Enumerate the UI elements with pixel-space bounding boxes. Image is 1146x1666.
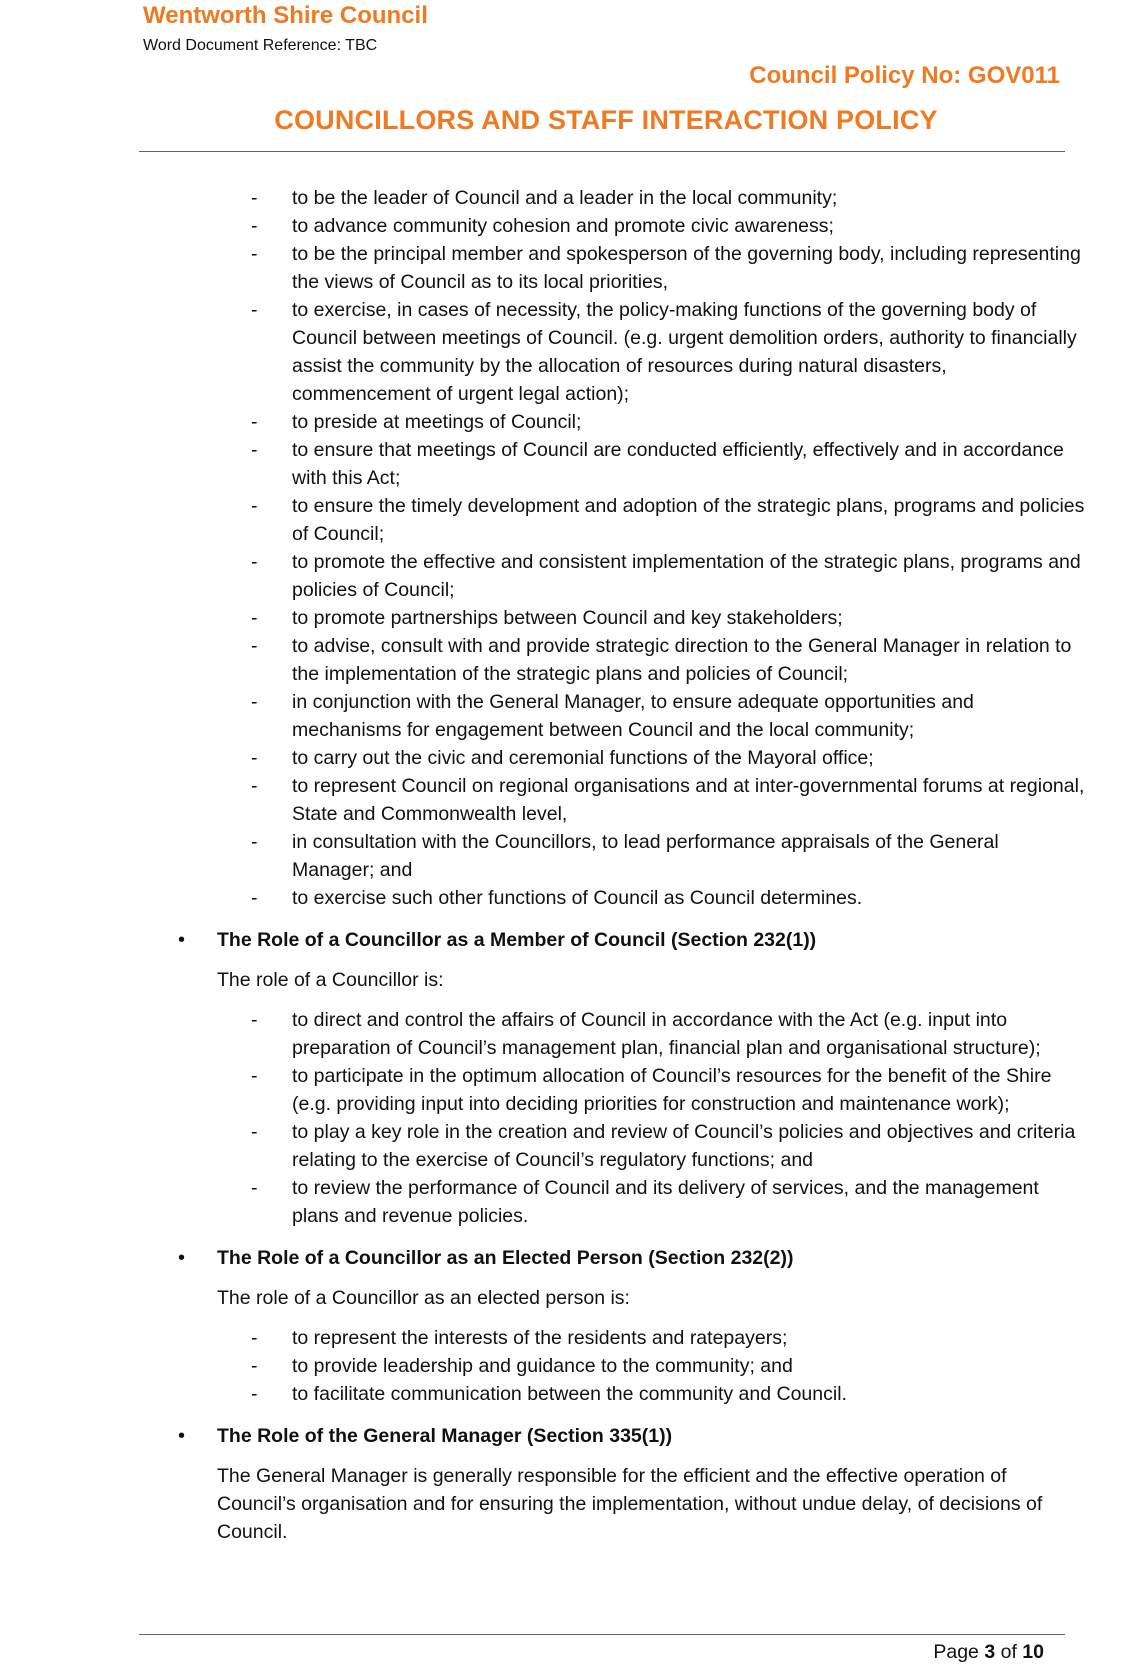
- dash-marker: -: [251, 215, 258, 237]
- page-total: 10: [1022, 1641, 1044, 1663]
- list-item: [0, 548, 1146, 604]
- section-intro: The role of a Councillor is:: [217, 969, 444, 991]
- dash-marker: -: [251, 1177, 258, 1199]
- list-item: [0, 492, 1146, 548]
- list-item-text: to exercise such other functions of Council as Council determines.: [292, 887, 863, 909]
- list-item-text: to ensure the timely development and adoption of the strategic plans, programs and policies of Council;: [292, 495, 1085, 545]
- list-item: [0, 184, 1146, 212]
- policy-number: Council Policy No: GOV011: [749, 62, 1060, 89]
- section-heading: The Role of a Councillor as an Elected Person (Section 232(2)): [217, 1247, 794, 1269]
- page-label: Page: [933, 1641, 979, 1663]
- list-item: [0, 1380, 1146, 1408]
- list-item: [0, 1174, 1146, 1230]
- dash-marker: -: [251, 551, 258, 573]
- list-item: [0, 632, 1146, 688]
- list-item: [0, 1324, 1146, 1352]
- list-item: [0, 828, 1146, 884]
- list-item-text: to advise, consult with and provide strategic direction to the General Manager in relation to the implementation of the strategic plans and policies of Council;: [292, 635, 1072, 685]
- list-item-text: to review the performance of Council and its delivery of services, and the management plans and revenue policies.: [292, 1177, 1039, 1227]
- list-item: [0, 604, 1146, 632]
- section-heading: The Role of the General Manager (Section 335(1)): [217, 1425, 673, 1447]
- dash-marker: -: [251, 691, 258, 713]
- dash-marker: -: [251, 1065, 258, 1087]
- list-item-text: to advance community cohesion and promote civic awareness;: [292, 215, 834, 237]
- councillor-member-roles-list: [0, 1006, 1146, 1230]
- section-general-manager: [0, 1422, 1146, 1546]
- section-paragraph: The General Manager is generally responsible for the efficient and the effective operation of Council’s organisation and for ensuring the implementation, without undue delay, of decisions of Council.: [217, 1465, 1043, 1543]
- page-number: [933, 1638, 1044, 1666]
- list-item: [0, 1006, 1146, 1062]
- dash-marker: -: [251, 887, 258, 909]
- list-item-text: to carry out the civic and ceremonial functions of the Mayoral office;: [292, 747, 874, 769]
- header-divider: [139, 151, 1065, 152]
- dash-marker: -: [251, 607, 258, 629]
- dash-marker: -: [251, 1121, 258, 1143]
- dash-marker: -: [251, 187, 258, 209]
- dash-marker: -: [251, 243, 258, 265]
- list-item-text: to preside at meetings of Council;: [292, 411, 582, 433]
- list-item-text: to participate in the optimum allocation of Council’s resources for the benefit of the Shire (e.g. providing input into deciding priorities for construction and maintenance work);: [292, 1065, 1052, 1115]
- dash-marker: -: [251, 1009, 258, 1031]
- councillor-elected-roles-list: [0, 1324, 1146, 1408]
- list-item: [0, 408, 1146, 436]
- list-item: [0, 1352, 1146, 1380]
- bullet-marker: •: [178, 1425, 186, 1447]
- list-item-text: to ensure that meetings of Council are conducted efficiently, effectively and in accordance with this Act;: [292, 439, 1064, 489]
- list-item-text: to represent Council on regional organisations and at inter-governmental forums at regional, State and Commonwealth level,: [292, 775, 1085, 825]
- section-councillor-member: [0, 926, 1146, 1230]
- dash-marker: -: [251, 1355, 258, 1377]
- section-councillor-elected: [0, 1244, 1146, 1408]
- list-item-text: in consultation with the Councillors, to lead performance appraisals of the General Manager; and: [292, 831, 999, 881]
- bullet-marker: •: [178, 929, 186, 951]
- list-item-text: to exercise, in cases of necessity, the policy-making functions of the governing body of Council between meetings of Council. (e.g. urgent demolition orders, authority to financially assist the community by the allocation of resources during natural disasters, commencement of urgent legal action);: [292, 299, 1077, 405]
- section-intro: The role of a Councillor as an elected person is:: [217, 1287, 630, 1309]
- list-item: [0, 744, 1146, 772]
- document-reference: Word Document Reference: TBC: [143, 37, 378, 54]
- list-item: [0, 436, 1146, 492]
- list-item: [0, 212, 1146, 240]
- list-item-text: to play a key role in the creation and review of Council’s policies and objectives and criteria relating to the exercise of Council’s regulatory functions; and: [292, 1121, 1076, 1171]
- list-item-text: to direct and control the affairs of Council in accordance with the Act (e.g. input into preparation of Council’s management plan, financial plan and organisational structure);: [292, 1009, 1041, 1059]
- dash-marker: -: [251, 495, 258, 517]
- dash-marker: -: [251, 831, 258, 853]
- list-item: [0, 296, 1146, 408]
- list-item-text: to facilitate communication between the community and Council.: [292, 1383, 847, 1405]
- list-item: [0, 884, 1146, 912]
- list-item-text: to provide leadership and guidance to the community; and: [292, 1355, 793, 1377]
- dash-marker: -: [251, 1327, 258, 1349]
- bullet-marker: •: [178, 1247, 186, 1269]
- dash-marker: -: [251, 439, 258, 461]
- list-item: [0, 772, 1146, 828]
- list-item-text: to represent the interests of the residents and ratepayers;: [292, 1327, 788, 1349]
- list-item: [0, 240, 1146, 296]
- mayor-roles-list: [0, 184, 1146, 912]
- list-item: [0, 688, 1146, 744]
- list-item: [0, 1118, 1146, 1174]
- document-body: [0, 184, 1146, 1546]
- list-item-text: to be the principal member and spokesperson of the governing body, including representing the views of Council as to its local priorities,: [292, 243, 1081, 293]
- list-item-text: in conjunction with the General Manager, to ensure adequate opportunities and mechanisms for engagement between Council and the local community;: [292, 691, 974, 741]
- dash-marker: -: [251, 411, 258, 433]
- page-header: [0, 0, 1146, 160]
- dash-marker: -: [251, 1383, 258, 1405]
- dash-marker: -: [251, 299, 258, 321]
- list-item: [0, 1062, 1146, 1118]
- footer-divider: [139, 1634, 1065, 1635]
- section-heading: The Role of a Councillor as a Member of Council (Section 232(1)): [217, 929, 817, 951]
- page-current: 3: [984, 1641, 996, 1663]
- list-item-text: to be the leader of Council and a leader in the local community;: [292, 187, 838, 209]
- dash-marker: -: [251, 747, 258, 769]
- dash-marker: -: [251, 635, 258, 657]
- list-item-text: to promote partnerships between Council and key stakeholders;: [292, 607, 843, 629]
- policy-title: COUNCILLORS AND STAFF INTERACTION POLICY: [274, 105, 938, 135]
- list-item-text: to promote the effective and consistent implementation of the strategic plans, programs and policies of Council;: [292, 551, 1081, 601]
- page-of-label: of: [1000, 1641, 1017, 1663]
- dash-marker: -: [251, 775, 258, 797]
- organisation-name: Wentworth Shire Council: [143, 2, 428, 29]
